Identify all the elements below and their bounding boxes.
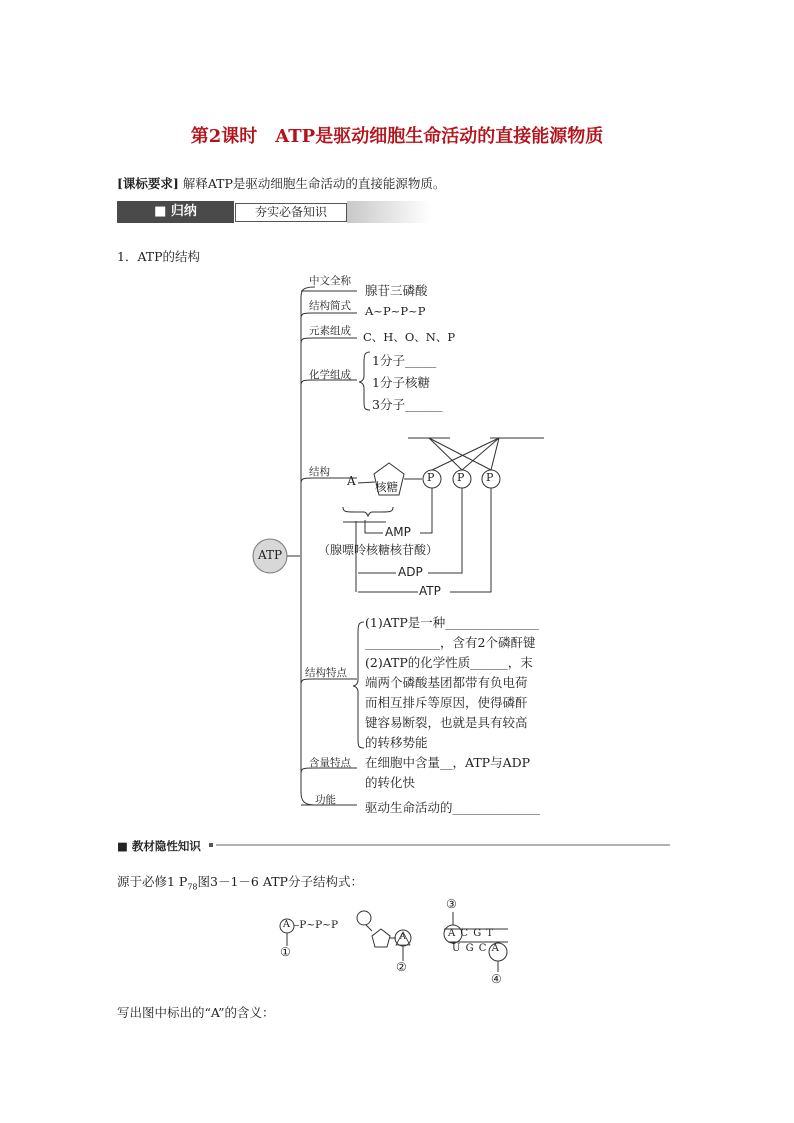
value-short-formula: A~P~P~P [365,304,426,318]
label-elements: 元素组成 [309,325,351,337]
fig3-dna-strand: A C G T [448,928,495,939]
features-line: 而相互排斥等原因，使得磷酐 [365,695,528,710]
fig1-adenine: A [283,919,290,930]
phosphate-2: P [457,471,465,484]
banner-section-label: ■ 归纳 [117,201,234,223]
marker-3: ③ [446,897,457,911]
hidden-knowledge-heading: ■ 教材隐性知识 [117,839,201,853]
marker-1: ① [280,945,291,959]
features-line: (1)ATP是一种_______________ [365,615,540,630]
phosphate-3: P [486,471,494,484]
features-line: ____________，含有2个磷酐键 [365,635,536,650]
phosphate-1: P [427,471,435,484]
source-prefix: 源于必修1 P [117,874,188,889]
content-line: 在细胞中含量__，ATP与ADP [365,755,531,770]
write-prompt: 写出图中标出的“A”的含义： [117,1005,275,1020]
features-line: 的转移势能 [365,735,428,750]
features-line: (2)ATP的化学性质______，末 [365,655,533,670]
structure-ribose: 核糖 [375,480,398,494]
banner-subtitle: 夯实必备知识 [235,203,347,222]
label-adp: ADP [398,565,423,579]
fig2-adenine: A [400,932,406,941]
label-amp: AMP [385,525,411,539]
features-line: 键容易断裂，也就是具有较高 [365,715,528,730]
label-full-name: 中文全称 [309,275,351,287]
label-function: 功能 [315,794,336,806]
heading-atp-structure: 1．ATP的结构 [117,249,201,264]
features-line: 端两个磷酸基团都带有负电荷 [365,675,528,690]
mindmap-center-label: ATP [258,548,283,562]
marker-2: ② [396,960,407,974]
source-page: 78 [187,882,198,892]
structure-adenine: A [347,474,356,488]
lesson-title: 第2课时 ATP是驱动细胞生命活动的直接能源物质 [190,126,604,147]
chem-item-3: 3分子______ [372,397,443,412]
value-function: 驱动生命活动的______________ [365,800,541,815]
label-content: 含量特点 [309,757,351,769]
label-features: 结构特点 [305,667,347,679]
label-short-formula: 结构简式 [309,300,351,312]
requirement-text: 解释ATP是驱动细胞生命活动的直接能源物质。 [182,176,446,191]
label-amp-name: （腺嘌呤核糖核苷酸） [318,543,439,557]
label-structure: 结构 [309,466,330,478]
chem-item-2: 1分子核糖 [372,375,430,390]
value-full-name: 腺苷三磷酸 [365,283,428,298]
fig1-phosphate-chain: –P~P~P [294,919,339,931]
chem-item-1: 1分子_____ [372,353,437,368]
label-atp: ATP [419,584,441,598]
content-line: 的转化快 [365,775,416,790]
fig3-rna-strand: U G C A [452,943,500,954]
value-elements: C、H、O、N、P [363,330,456,344]
source-suffix: 图3－1－6 ATP分子结构式： [197,874,363,889]
requirement-label: [课标要求] [117,176,179,191]
marker-4: ④ [491,972,502,986]
label-chemical: 化学组成 [309,369,351,381]
